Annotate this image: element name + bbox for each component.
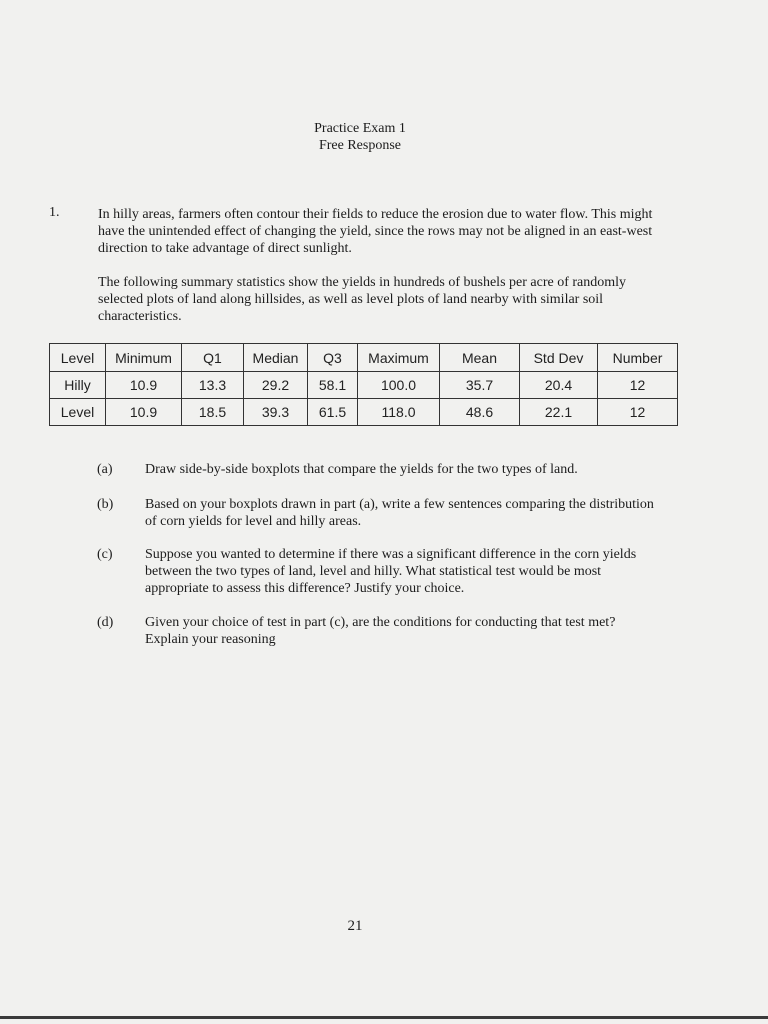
page-subtitle: Free Response [318,138,402,153]
table-cell: Hilly [50,372,106,399]
page-bottom-edge [0,1016,768,1019]
table-cell: 39.3 [244,399,308,426]
table-cell: Level [50,399,106,426]
table-header-cell: Number [598,344,678,372]
question-number: 1. [49,205,60,220]
table-cell: 10.9 [106,372,182,399]
table-cell: 35.7 [440,372,520,399]
part-label: (a) [97,462,113,477]
part-text: Suppose you wanted to determine if there was a significant difference in the corn yields between the two types of land, level and hilly. What statistical test would be most appropriate to assess this difference? Justify your choice. [145,547,637,596]
part-text: Given your choice of test in part (c), are the conditions for conducting that test met? Explain your reasoning [145,615,616,647]
question-paragraph-1: In hilly areas, farmers often contour their fields to reduce the erosion due to water flow. This might have the unintended effect of changing the yield, since the rows may not be aligned in an east-west direction to take advantage of direct sunlight. [98,207,653,256]
table-cell: 100.0 [358,372,440,399]
table-cell: 118.0 [358,399,440,426]
part-label: (c) [97,547,113,562]
table-cell: 22.1 [520,399,598,426]
table-header-cell: Median [244,344,308,372]
table-cell: 12 [598,399,678,426]
table-cell: 20.4 [520,372,598,399]
part-label: (b) [97,497,114,512]
part-label: (d) [97,615,114,630]
table-cell: 10.9 [106,399,182,426]
page-number: 21 [347,918,363,934]
part-text: Based on your boxplots drawn in part (a), write a few sentences comparing the distribution of corn yields for level and hilly areas. [145,497,654,529]
table-header-cell: Q3 [308,344,358,372]
summary-statistics-table [49,343,678,426]
table-row [50,372,678,399]
table-cell: 58.1 [308,372,358,399]
table-header-cell: Maximum [358,344,440,372]
question-paragraph-2: The following summary statistics show the yields in hundreds of bushels per acre of randomly selected plots of land along hillsides, as well as level plots of land nearby with similar soil characteristics. [98,275,627,324]
table-row [50,399,678,426]
table-header-cell: Level [50,344,106,372]
table-cell: 12 [598,372,678,399]
table-cell: 48.6 [440,399,520,426]
table-cell: 18.5 [182,399,244,426]
part-text: Draw side-by-side boxplots that compare the yields for the two types of land. [145,462,578,477]
title-block [0,120,720,154]
page-title: Practice Exam 1 [314,121,406,136]
table-header-cell: Minimum [106,344,182,372]
table-cell: 61.5 [308,399,358,426]
table-header-row [50,344,678,372]
table-header-cell: Mean [440,344,520,372]
table-cell: 29.2 [244,372,308,399]
table-header-cell: Std Dev [520,344,598,372]
table-header-cell: Q1 [182,344,244,372]
table-cell: 13.3 [182,372,244,399]
